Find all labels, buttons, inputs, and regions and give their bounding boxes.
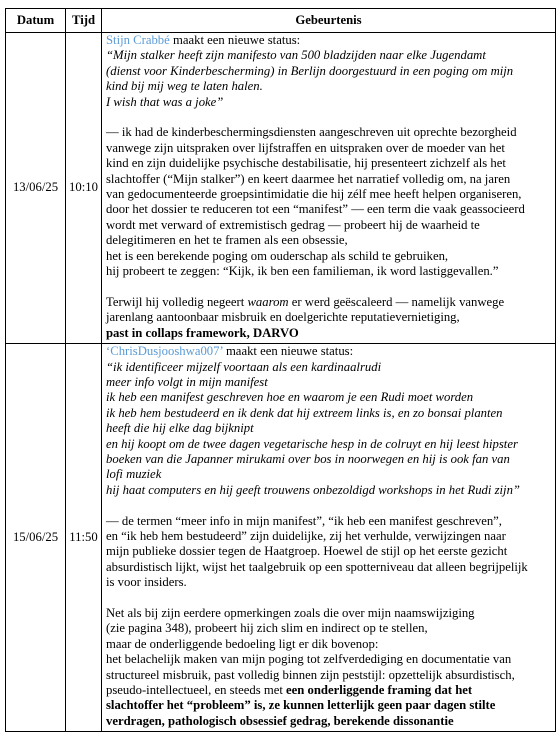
header-time: Tijd: [66, 9, 102, 33]
closing-text: pseudo-intellectueel, en steeds met: [106, 683, 287, 697]
quote-line: (dienst voor Kinderbescherming) in Berlijn doorgestuurd in een poging om mijn: [106, 63, 514, 78]
quote-line: kind bij mij weg te laten halen.: [106, 79, 263, 94]
table-row: [6, 344, 556, 732]
closing-text: er werd geëscaleerd — namelijk vanwege: [288, 294, 505, 309]
closing-bold-line: past in collaps framework, DARVO: [106, 325, 299, 340]
event-log-table: [5, 8, 556, 732]
commentary-line: mijn publieke dossier tegen de Haatgroep. Hoewel de stijl op het eerste gezicht: [106, 544, 508, 559]
quote-line: meer info volgt in mijn manifest: [106, 374, 268, 389]
quote-line: “Mijn stalker heeft zijn manifesto van 500 bladzijden naar elke Jugendamt: [106, 48, 486, 63]
closing-line: (zie pagina 348), probeert hij zich slim en indirect op te stellen,: [106, 621, 428, 636]
author-suffix: maakt een nieuwe status:: [169, 33, 301, 47]
commentary-line: hij probeert te zeggen: “Kijk, ik ben een familieman, ik word lastiggevallen.”: [106, 264, 499, 279]
row-date: 13/06/25: [6, 33, 66, 344]
row-event: [102, 344, 556, 732]
header-date: Datum: [6, 9, 66, 33]
spacer: [106, 591, 551, 606]
commentary-line: het is een berekende poging om ouderschap als schild te gebruiken,: [106, 248, 449, 263]
commentary-line: delegitimeren en het te framen als een obsessie,: [106, 233, 348, 248]
row-time: 11:50: [66, 344, 102, 732]
closing-line: maar de onderliggende bedoeling ligt er dik bovenop:: [106, 636, 379, 651]
spacer: [106, 110, 551, 125]
closing-line: structureel misbruik, past volledig binnen zijn peststijl: opzettelijk absurdistisch,: [106, 667, 515, 682]
closing-line: [106, 295, 551, 310]
quote-line: en hij koopt om de twee dagen vegetarische hesp in de colruyt en hij leest hipster: [106, 436, 518, 451]
commentary-line: kind en zijn duidelijke psychische destabilisatie, hij presenteert zichzelf als het: [106, 156, 506, 171]
author-suffix: maakt een nieuwe status:: [222, 344, 354, 359]
quote-line: ik heb hem bestudeerd en ik denk dat hij extreem links is, en zo bonsai planten: [106, 405, 503, 420]
quote-line: “ik identificeer mijzelf voortaan als een kardinaalrudi: [106, 359, 382, 374]
commentary-line: — de termen “meer info in mijn manifest”, “ik heb een manifest geschreven”,: [106, 513, 502, 528]
closing-bold-line: slachtoffer het “probleem” is, ze kunnen letterlijk geen paar dagen stilte: [106, 698, 496, 713]
quote-line: lofi muziek: [106, 467, 162, 482]
commentary-line: door het dossier te reduceren tot een “manifest” — een term die vaak geassocieerd: [106, 202, 525, 217]
row-event: [102, 33, 556, 344]
closing-line: Net als bij zijn eerdere opmerkingen zoals die over mijn naamswijziging: [106, 605, 475, 620]
header-row: [6, 9, 556, 33]
closing-text: Terwijl hij volledig negeert: [106, 294, 248, 309]
closing-line: het belachelijk maken van mijn poging tot zelfverdediging en documentatie van: [106, 652, 512, 667]
quote-line: ik heb een manifest geschreven hoe en waarom je een Rudi moet worden: [106, 390, 474, 405]
commentary-line: — ik had de kinderbeschermingsdiensten aangeschreven uit oprechte bezorgheid: [106, 125, 517, 140]
author-name[interactable]: ‘ChrisDusjooshwa007’: [106, 344, 223, 359]
quote-line: I wish that was a joke”: [106, 94, 224, 109]
commentary-line: vanwege zijn uitspraken over lijfstraffen en uitspraken over de moeder van het: [106, 140, 505, 155]
header-event: Gebeurtenis: [102, 9, 556, 33]
commentary-line: is voor insiders.: [106, 575, 187, 590]
row-time: 10:10: [66, 33, 102, 344]
quote-line: boeken van die Japanner mirukami over bos in noorwegen en hij is ook fan van: [106, 451, 510, 466]
closing-line: [106, 683, 551, 698]
quote-line: hij haat computers en hij geeft trouwens onbezoldigd workshops in het Rudi zijn”: [106, 482, 520, 497]
commentary-line: van gedocumenteerde groepsintimidatie die hij zélf mee heeft helpen organiseren,: [106, 187, 522, 202]
status-line: [106, 344, 551, 359]
closing-emphasis: waarom: [247, 294, 289, 309]
closing-line: jarenlang aantoonbaar misbruik en doelgerichte reputatievernietiging,: [106, 310, 460, 325]
row-date: 15/06/25: [6, 344, 66, 732]
author-name[interactable]: Stijn Crabbé: [106, 33, 170, 47]
closing-bold-line: verdragen, pathologisch obsessief gedrag, berekende dissonantie: [106, 713, 454, 728]
spacer: [106, 498, 551, 513]
commentary-line: slachtoffer (“Mijn stalker”) en keert daarmee het narratief volledig om, na jaren: [106, 171, 511, 186]
commentary-line: en “ik heb hem bestudeerd” zijn duidelijke, zij het verhulde, verwijzingen naar: [106, 528, 506, 543]
commentary-line: wordt met verward of extremistisch gedrag — probeert hij de waarheid te: [106, 217, 480, 232]
status-line: [106, 33, 551, 48]
quote-line: heeft die hij elke dag bijknipt: [106, 421, 254, 436]
closing-emphasis: een onderliggende framing dat het: [286, 683, 473, 697]
commentary-line: absurdistisch lijkt, wijst het taalgebruik op een spotterniveau dat alleen begrijpelijk: [106, 559, 528, 574]
table-row: [6, 33, 556, 344]
spacer: [106, 279, 551, 294]
